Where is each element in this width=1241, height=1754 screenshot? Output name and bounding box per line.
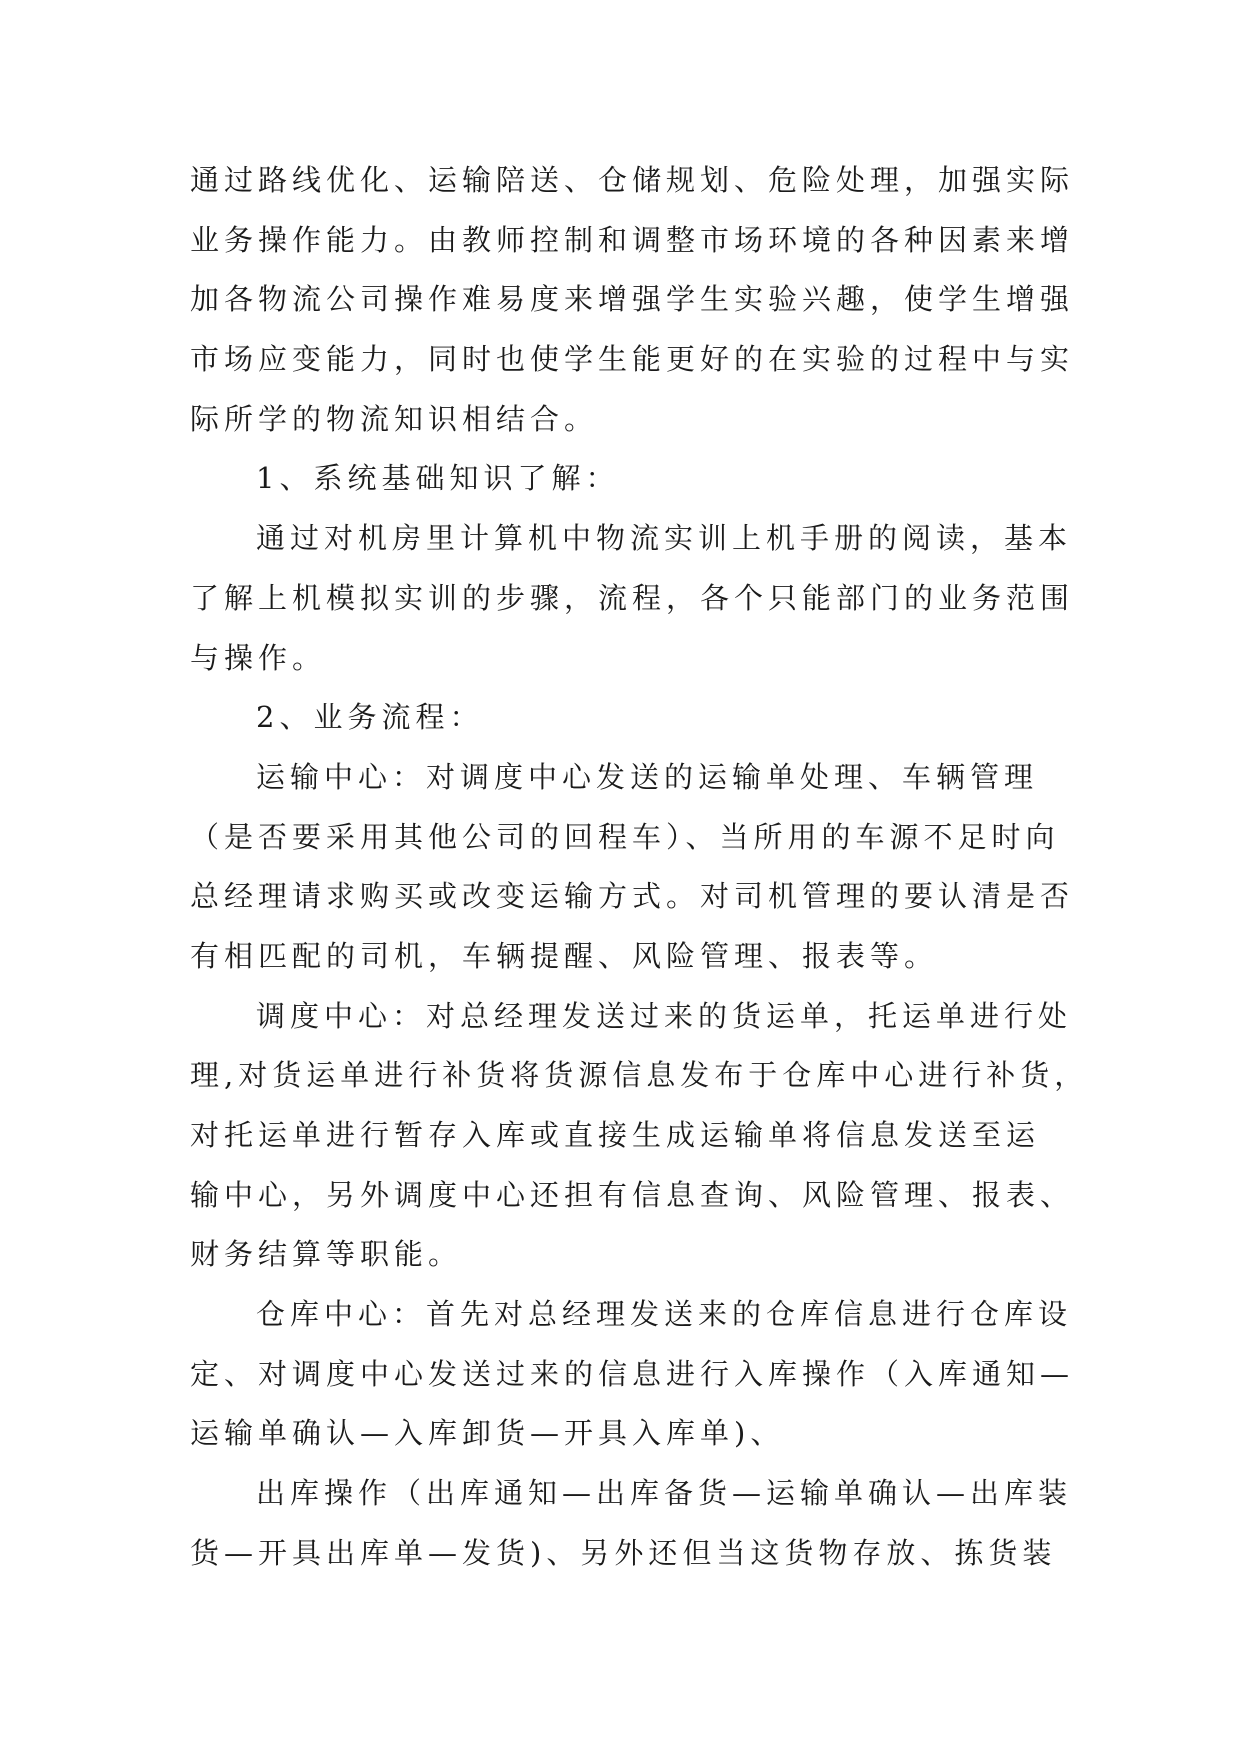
paragraph-line: 运输单确认—入库卸货—开具入库单)、: [190, 1416, 785, 1451]
paragraph-line: 定、对调度中心发送过来的信息进行入库操作（入库通知—: [190, 1356, 1075, 1391]
paragraph-line: 运输中心：对调度中心发送的运输单处理、车辆管理: [256, 759, 1039, 794]
paragraph-line: 出库操作（出库通知—出库备货—运输单确认—出库装: [256, 1476, 1073, 1511]
paragraph-line: 仓库中心：首先对总经理发送来的仓库信息进行仓库设: [256, 1297, 1073, 1332]
paragraph-line: 通过对机房里计算机中物流实训上机手册的阅读，基本: [256, 521, 1073, 556]
paragraph-line: 通过路线优化、运输陪送、仓储规划、危险处理，加强实际: [190, 163, 1075, 197]
paragraph-line: 际所学的物流知识相结合。: [190, 401, 599, 436]
paragraph-line: 调度中心：对总经理发送过来的货运单，托运单进行处: [256, 998, 1073, 1033]
document-body: [190, 151, 1089, 1584]
paragraph-line: 有相匹配的司机，车辆提醒、风险管理、报表等。: [190, 938, 939, 973]
paragraph-line: 输中心，另外调度中心还担有信息查询、风险管理、报表、: [190, 1177, 1075, 1212]
paragraph-line: 市场应变能力，同时也使学生能更好的在实验的过程中与实: [190, 342, 1075, 377]
paragraph-line: 业务操作能力。由教师控制和调整市场环境的各种因素来增: [190, 222, 1075, 257]
paragraph-line: （是否要采用其他公司的回程车）、当所用的车源不足时向: [190, 819, 1060, 854]
paragraph-line: 财务结算等职能。: [190, 1237, 463, 1272]
paragraph-line: 对托运单进行暂存入库或直接生成运输单将信息发送至运: [190, 1118, 1041, 1152]
paragraph-line: 理,对货运单进行补货将货源信息发布于仓库中心进行补货，: [190, 1058, 1089, 1093]
section-heading: 2、业务流程：: [256, 700, 484, 735]
section-heading: 1、系统基础知识了解：: [256, 461, 620, 496]
paragraph-line: 总经理请求购买或改变运输方式。对司机管理的要认清是否: [190, 879, 1075, 914]
paragraph-line: 了解上机模拟实训的步骤，流程，各个只能部门的业务范围: [190, 580, 1075, 615]
paragraph-line: 货—开具出库单—发货)、另外还但当这货物存放、拣货装: [190, 1535, 1057, 1570]
paragraph-line: 加各物流公司操作难易度来增强学生实验兴趣，使学生增强: [190, 282, 1075, 317]
paragraph-line: 与操作。: [190, 640, 327, 675]
